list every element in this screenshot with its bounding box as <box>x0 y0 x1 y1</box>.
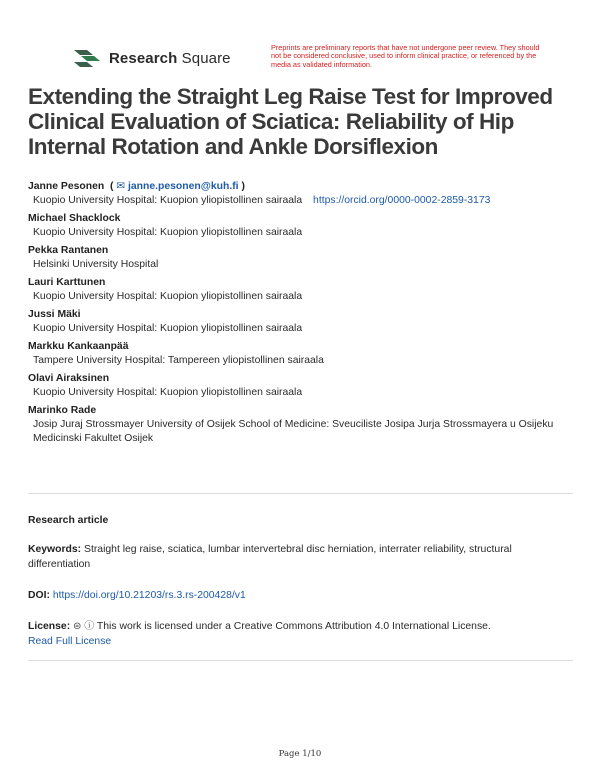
license-label: License: <box>28 621 71 632</box>
author-name: Janne Pesonen ( ✉ janne.pesonen@kuh.fi ) <box>28 181 245 192</box>
section-divider <box>28 493 573 494</box>
author-email-link[interactable]: janne.pesonen@kuh.fi <box>127 181 239 192</box>
author-name: Markku Kankaanpää <box>28 341 129 352</box>
section-divider <box>28 660 573 661</box>
email-icon: ✉ <box>116 181 126 192</box>
preprint-disclaimer: Preprints are preliminary reports that have not undergone peer review. They should not be considered conclusive, used to inform clinical practice, or referenced by the media as validated information. <box>271 43 540 69</box>
license-text: This work is licensed under a Creative Commons Attribution 4.0 International License. <box>96 621 491 632</box>
page-number: Page 1/10 <box>278 749 322 759</box>
author-entry <box>28 340 578 368</box>
author-name: Michael Shacklock <box>28 213 121 224</box>
author-name: Jussi Mäki <box>28 309 81 320</box>
doi-link[interactable]: https://doi.org/10.21203/rs.3.rs-200428/v1 <box>52 590 246 601</box>
orcid-link[interactable]: https://orcid.org/0000-0002-2859-3173 <box>313 195 491 206</box>
brand-name: Research Square <box>109 49 231 67</box>
author-entry <box>28 276 578 304</box>
research-square-logo-icon <box>74 47 100 69</box>
read-full-license-link[interactable]: Read Full License <box>28 636 112 647</box>
keywords-value: Straight leg raise, sciatica, lumbar intervertebral disc herniation, interrater reliability, structural differentiation <box>28 544 512 570</box>
author-name: Lauri Karttunen <box>28 277 106 288</box>
keywords-label: Keywords: <box>28 544 82 555</box>
author-affiliation: Kuopio University Hospital: Kuopion yliopistollinen sairaala <box>33 291 303 302</box>
author-affiliation: Kuopio University Hospital: Kuopion yliopistollinen sairaala <box>33 387 303 398</box>
author-entry <box>28 180 578 208</box>
author-entry <box>28 404 578 446</box>
author-name: Pekka Rantanen <box>28 245 109 256</box>
license <box>28 619 573 649</box>
author-affiliation: Kuopio University Hospital: Kuopion yliopistollinen sairaala https://orcid.org/0000-0002-2859-3173 <box>33 195 491 206</box>
keywords <box>28 542 573 572</box>
author-entry <box>28 212 578 240</box>
author-list <box>28 180 578 450</box>
author-affiliation: Josip Juraj Strossmayer University of Osijek School of Medicine: Sveuciliste Josipa Jurja Strossmayera u Osijeku Medicinski Fakultet Osijek <box>33 419 554 444</box>
author-name: Olavi Airaksinen <box>28 373 110 384</box>
doi-label: DOI: <box>28 590 50 601</box>
article-type: Research article <box>28 515 109 526</box>
author-affiliation: Helsinki University Hospital <box>33 259 159 270</box>
author-affiliation: Tampere University Hospital: Tampereen yliopistollinen sairaala <box>33 355 324 366</box>
author-entry <box>28 372 578 400</box>
research-square-logo[interactable] <box>74 47 231 69</box>
creative-commons-icon: ⊜ ⓘ <box>73 621 95 632</box>
doi <box>28 588 573 603</box>
author-entry <box>28 308 578 336</box>
author-affiliation: Kuopio University Hospital: Kuopion yliopistollinen sairaala <box>33 227 303 238</box>
author-affiliation: Kuopio University Hospital: Kuopion yliopistollinen sairaala <box>33 323 303 334</box>
author-name: Marinko Rade <box>28 405 97 416</box>
author-entry <box>28 244 578 272</box>
paper-title: Extending the Straight Leg Raise Test for Improved Clinical Evaluation of Sciatica: Reliability of Hip Internal Rotation and Ankle Dorsiflexion <box>28 84 553 159</box>
